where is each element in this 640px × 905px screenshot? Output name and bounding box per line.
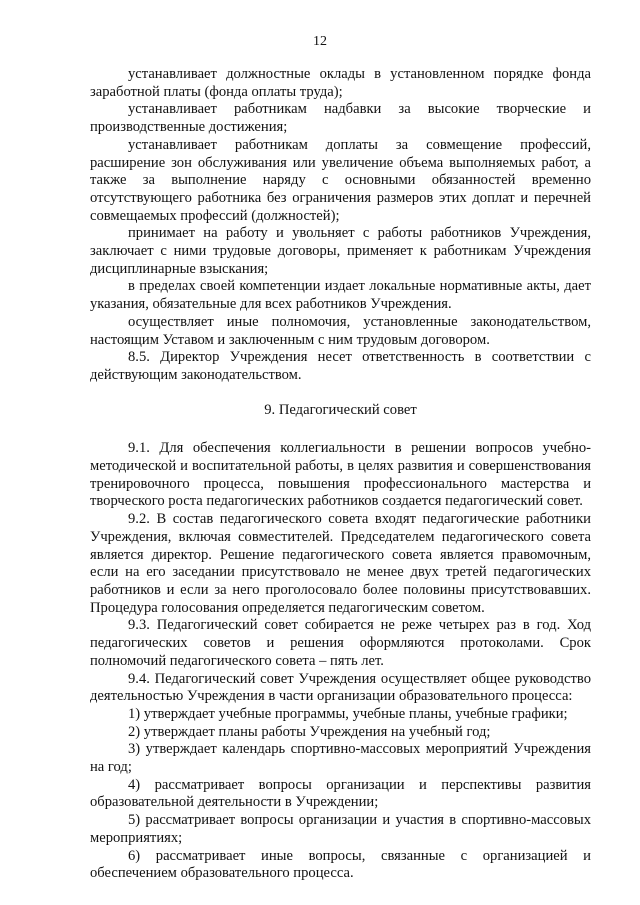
paragraph-9-2: 9.2. В состав педагогического совета входят педагогические работники Учреждения, включая совместителей. Председателем педагогического совета является директор. Решение педагогического совета является правомочным, если на его заседании присутствовало не менее двух третей педагогических работников и если за него проголосовало более половины присутствовавших. Процедура голосования определяется педагогическим советом. (90, 511, 591, 616)
list-item-1: 1) утверждает учебные программы, учебные планы, учебные графики; (128, 705, 568, 722)
list-item-4: 4) рассматривает вопросы организации и перспективы развития образовательной деятельности в Учреждении; (90, 776, 591, 811)
paragraph-other-powers: осуществляет иные полномочия, установленные законодательством, настоящим Уставом и заключенным с ним трудовым договором. (90, 313, 591, 348)
document-body (90, 66, 591, 883)
paragraph-9-4: 9.4. Педагогический совет Учреждения осуществляет общее руководство деятельностью Учреждения в части организации образовательного процесса: (90, 670, 591, 705)
list-item-2: 2) утверждает планы работы Учреждения на учебный год; (128, 723, 491, 740)
paragraph-9-3: 9.3. Педагогический совет собирается не реже четырех раз в год. Ход педагогических советов и решения оформляются протоколами. Срок полномочий педагогического совета – пять лет. (90, 617, 591, 669)
list-item-3: 3) утверждает календарь спортивно-массовых мероприятий Учреждения на год; (90, 741, 591, 776)
paragraph-additional-payments: устанавливает работникам доплаты за совмещение профессий, расширение зон обслуживания или увеличение объема выполняемых работ, а также за выполнение наряду с основными обязанностей временно отсутствующего работника без ограничения размеров этих доплат и перечней совмещаемых профессий (должностей); (90, 136, 591, 224)
paragraph-salary: устанавливает должностные оклады в установленном порядке фонда заработной платы (фонда оплаты труда); (90, 66, 591, 100)
section-heading: 9. Педагогический совет (264, 401, 417, 418)
list-item-5: 5) рассматривает вопросы организации и участия в спортивно-массовых мероприятиях; (90, 812, 591, 846)
paragraph-9-1: 9.1. Для обеспечения коллегиальности в решении вопросов учебно-методической и воспитательной работы, в целях развития и совершенствования тренировочного процесса, повышения профессионального мастерства и творческого роста педагогических работников создается педагогический совет. (90, 440, 591, 510)
paragraph-bonuses: устанавливает работникам надбавки за высокие творческие и производственные достижения; (90, 101, 591, 136)
page-number: 12 (313, 34, 327, 49)
paragraph-local-acts: в пределах своей компетенции издает локальные нормативные акты, дает указания, обязательные для всех работников Учреждения. (90, 278, 591, 313)
list-item-6: 6) рассматривает иные вопросы, связанные с организацией и обеспечением образовательного процесса. (90, 847, 591, 882)
paragraph-8-5: 8.5. Директор Учреждения несет ответственность в соответствии с действующим законодательством. (90, 349, 591, 383)
paragraph-hiring: принимает на работу и увольняет с работы работников Учреждения, заключает с ними трудовые договоры, применяет к работникам Учреждения дисциплинарные взыскания; (90, 225, 591, 277)
